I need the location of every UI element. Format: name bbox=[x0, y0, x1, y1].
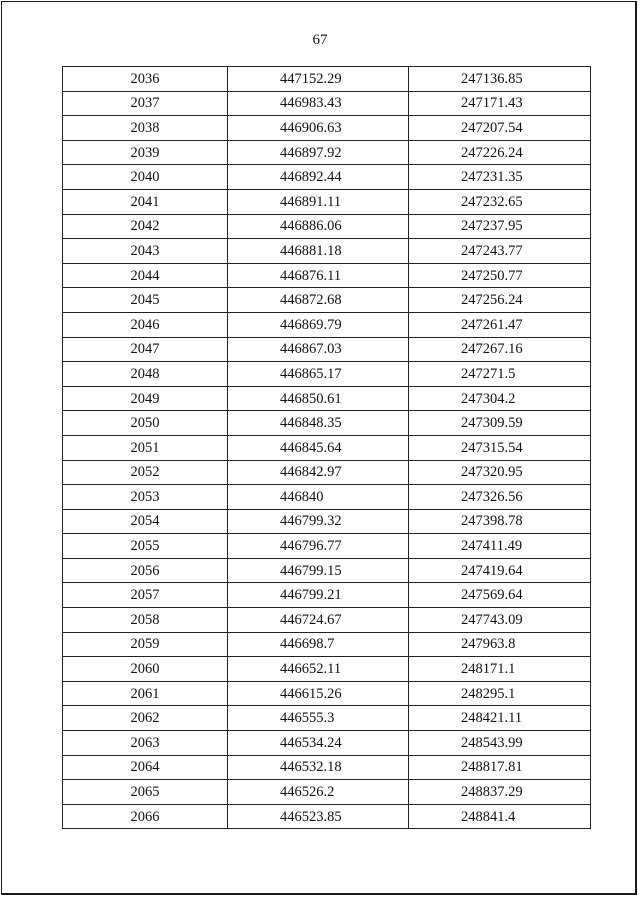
point-id-cell: 2059 bbox=[63, 632, 228, 657]
y-coordinate-cell: 247261.47 bbox=[409, 312, 591, 337]
y-coordinate-cell: 247232.65 bbox=[409, 189, 591, 214]
table-row bbox=[63, 534, 591, 559]
x-coordinate-cell: 446652.11 bbox=[228, 657, 409, 682]
point-id-cell: 2066 bbox=[63, 804, 228, 829]
x-coordinate-cell: 446876.11 bbox=[228, 263, 409, 288]
table-row bbox=[63, 706, 591, 731]
table-row bbox=[63, 312, 591, 337]
coordinates-table bbox=[62, 66, 591, 829]
x-coordinate-cell: 446615.26 bbox=[228, 681, 409, 706]
point-id-cell: 2063 bbox=[63, 731, 228, 756]
y-coordinate-cell: 247411.49 bbox=[409, 534, 591, 559]
x-coordinate-cell: 446891.11 bbox=[228, 189, 409, 214]
x-coordinate-cell: 446534.24 bbox=[228, 731, 409, 756]
y-coordinate-cell: 247237.95 bbox=[409, 214, 591, 239]
point-id-cell: 2046 bbox=[63, 312, 228, 337]
y-coordinate-cell: 248837.29 bbox=[409, 780, 591, 805]
y-coordinate-cell: 247320.95 bbox=[409, 460, 591, 485]
table-row bbox=[63, 239, 591, 264]
table-row bbox=[63, 362, 591, 387]
point-id-cell: 2049 bbox=[63, 386, 228, 411]
x-coordinate-cell: 446532.18 bbox=[228, 755, 409, 780]
y-coordinate-cell: 247398.78 bbox=[409, 509, 591, 534]
table-row bbox=[63, 780, 591, 805]
y-coordinate-cell: 247171.43 bbox=[409, 91, 591, 116]
y-coordinate-cell: 248171.1 bbox=[409, 657, 591, 682]
x-coordinate-cell: 446799.32 bbox=[228, 509, 409, 534]
point-id-cell: 2048 bbox=[63, 362, 228, 387]
table-row bbox=[63, 189, 591, 214]
x-coordinate-cell: 446799.15 bbox=[228, 558, 409, 583]
x-coordinate-cell: 446983.43 bbox=[228, 91, 409, 116]
y-coordinate-cell: 247256.24 bbox=[409, 288, 591, 313]
y-coordinate-cell: 248295.1 bbox=[409, 681, 591, 706]
x-coordinate-cell: 446881.18 bbox=[228, 239, 409, 264]
point-id-cell: 2040 bbox=[63, 165, 228, 190]
x-coordinate-cell: 446867.03 bbox=[228, 337, 409, 362]
y-coordinate-cell: 247271.5 bbox=[409, 362, 591, 387]
point-id-cell: 2043 bbox=[63, 239, 228, 264]
table-row bbox=[63, 116, 591, 141]
table-row bbox=[63, 263, 591, 288]
x-coordinate-cell: 446848.35 bbox=[228, 411, 409, 436]
x-coordinate-cell: 446845.64 bbox=[228, 435, 409, 460]
point-id-cell: 2050 bbox=[63, 411, 228, 436]
x-coordinate-cell: 446872.68 bbox=[228, 288, 409, 313]
table-row bbox=[63, 755, 591, 780]
point-id-cell: 2056 bbox=[63, 558, 228, 583]
point-id-cell: 2042 bbox=[63, 214, 228, 239]
x-coordinate-cell: 446865.17 bbox=[228, 362, 409, 387]
point-id-cell: 2062 bbox=[63, 706, 228, 731]
y-coordinate-cell: 247207.54 bbox=[409, 116, 591, 141]
point-id-cell: 2047 bbox=[63, 337, 228, 362]
y-coordinate-cell: 247226.24 bbox=[409, 140, 591, 165]
point-id-cell: 2053 bbox=[63, 485, 228, 510]
table-row bbox=[63, 583, 591, 608]
y-coordinate-cell: 248817.81 bbox=[409, 755, 591, 780]
table-row bbox=[63, 386, 591, 411]
x-coordinate-cell: 446698.7 bbox=[228, 632, 409, 657]
x-coordinate-cell: 446796.77 bbox=[228, 534, 409, 559]
point-id-cell: 2037 bbox=[63, 91, 228, 116]
y-coordinate-cell: 248841.4 bbox=[409, 804, 591, 829]
table-row bbox=[63, 337, 591, 362]
coordinates-table-body bbox=[63, 67, 591, 829]
table-row bbox=[63, 804, 591, 829]
point-id-cell: 2061 bbox=[63, 681, 228, 706]
table-row bbox=[63, 288, 591, 313]
point-id-cell: 2045 bbox=[63, 288, 228, 313]
point-id-cell: 2055 bbox=[63, 534, 228, 559]
x-coordinate-cell: 446850.61 bbox=[228, 386, 409, 411]
y-coordinate-cell: 247136.85 bbox=[409, 67, 591, 92]
x-coordinate-cell: 446724.67 bbox=[228, 608, 409, 633]
point-id-cell: 2052 bbox=[63, 460, 228, 485]
x-coordinate-cell: 446869.79 bbox=[228, 312, 409, 337]
point-id-cell: 2058 bbox=[63, 608, 228, 633]
point-id-cell: 2041 bbox=[63, 189, 228, 214]
y-coordinate-cell: 247309.59 bbox=[409, 411, 591, 436]
table-row bbox=[63, 214, 591, 239]
table-row bbox=[63, 681, 591, 706]
point-id-cell: 2060 bbox=[63, 657, 228, 682]
y-coordinate-cell: 247304.2 bbox=[409, 386, 591, 411]
point-id-cell: 2054 bbox=[63, 509, 228, 534]
y-coordinate-cell: 247419.64 bbox=[409, 558, 591, 583]
x-coordinate-cell: 446523.85 bbox=[228, 804, 409, 829]
table-row bbox=[63, 460, 591, 485]
point-id-cell: 2044 bbox=[63, 263, 228, 288]
y-coordinate-cell: 247231.35 bbox=[409, 165, 591, 190]
point-id-cell: 2036 bbox=[63, 67, 228, 92]
y-coordinate-cell: 247250.77 bbox=[409, 263, 591, 288]
point-id-cell: 2065 bbox=[63, 780, 228, 805]
table-row bbox=[63, 632, 591, 657]
table-row bbox=[63, 140, 591, 165]
table-row bbox=[63, 509, 591, 534]
y-coordinate-cell: 247267.16 bbox=[409, 337, 591, 362]
point-id-cell: 2051 bbox=[63, 435, 228, 460]
table-row bbox=[63, 67, 591, 92]
x-coordinate-cell: 447152.29 bbox=[228, 67, 409, 92]
point-id-cell: 2057 bbox=[63, 583, 228, 608]
y-coordinate-cell: 248421.11 bbox=[409, 706, 591, 731]
table-row bbox=[63, 91, 591, 116]
table-row bbox=[63, 411, 591, 436]
y-coordinate-cell: 248543.99 bbox=[409, 731, 591, 756]
x-coordinate-cell: 446799.21 bbox=[228, 583, 409, 608]
table-row bbox=[63, 165, 591, 190]
point-id-cell: 2064 bbox=[63, 755, 228, 780]
table-row bbox=[63, 485, 591, 510]
y-coordinate-cell: 247569.64 bbox=[409, 583, 591, 608]
x-coordinate-cell: 446886.06 bbox=[228, 214, 409, 239]
table-row bbox=[63, 558, 591, 583]
y-coordinate-cell: 247315.54 bbox=[409, 435, 591, 460]
point-id-cell: 2039 bbox=[63, 140, 228, 165]
x-coordinate-cell: 446555.3 bbox=[228, 706, 409, 731]
point-id-cell: 2038 bbox=[63, 116, 228, 141]
table-row bbox=[63, 731, 591, 756]
table-row bbox=[63, 608, 591, 633]
x-coordinate-cell: 446842.97 bbox=[228, 460, 409, 485]
x-coordinate-cell: 446840 bbox=[228, 485, 409, 510]
x-coordinate-cell: 446892.44 bbox=[228, 165, 409, 190]
page-number: 67 bbox=[312, 32, 328, 48]
y-coordinate-cell: 247326.56 bbox=[409, 485, 591, 510]
y-coordinate-cell: 247243.77 bbox=[409, 239, 591, 264]
table-row bbox=[63, 435, 591, 460]
y-coordinate-cell: 247963.8 bbox=[409, 632, 591, 657]
y-coordinate-cell: 247743.09 bbox=[409, 608, 591, 633]
x-coordinate-cell: 446526.2 bbox=[228, 780, 409, 805]
x-coordinate-cell: 446897.92 bbox=[228, 140, 409, 165]
x-coordinate-cell: 446906.63 bbox=[228, 116, 409, 141]
table-row bbox=[63, 657, 591, 682]
